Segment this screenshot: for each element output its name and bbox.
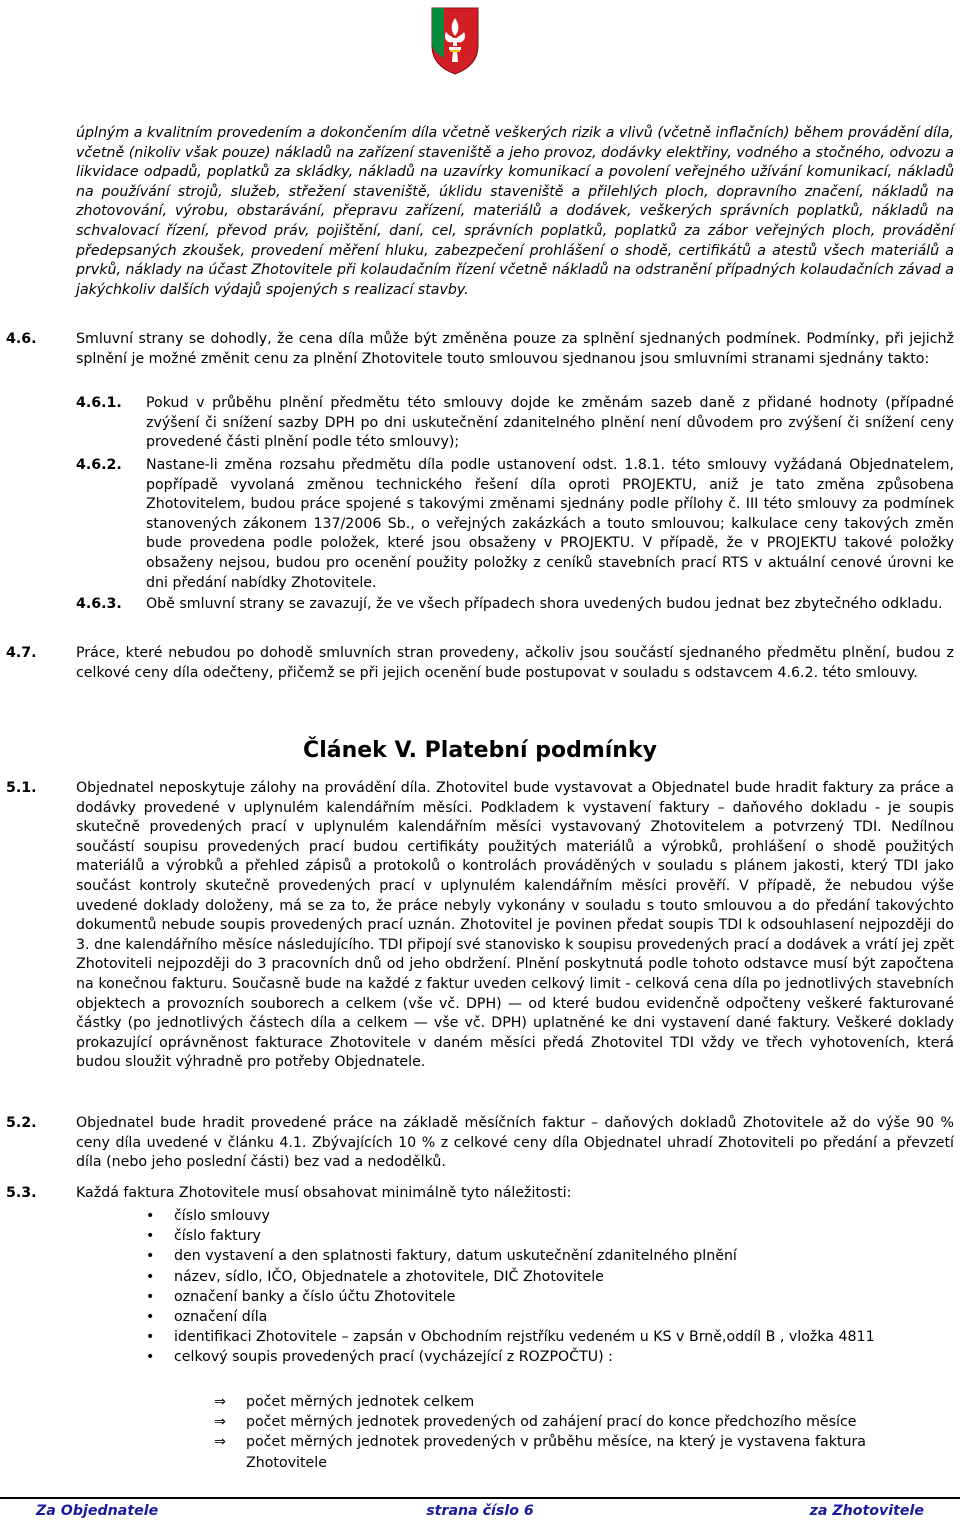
section-number-4-6-1: 4.6.1.: [76, 395, 122, 411]
section-5-3-text: Každá faktura Zhotovitele musí obsahovat minimálně tyto náležitosti:: [76, 1185, 572, 1201]
list-item: [146, 1246, 936, 1266]
section-number-5-2: 5.2.: [6, 1115, 37, 1131]
list-item: [146, 1287, 936, 1307]
bullet-icon: •: [146, 1329, 155, 1346]
list-item-text: označení díla: [174, 1309, 268, 1326]
arrow-right-icon: ⇒: [214, 1394, 226, 1410]
list-item-text: počet měrných jednotek provedených v průběhu měsíce, na který je vystavena faktura Zhotovitele: [246, 1434, 866, 1471]
list-item: [146, 1206, 936, 1226]
list-item: [146, 1327, 936, 1347]
section-4-6-2-text: Nastane-li změna rozsahu předmětu díla podle ustanovení odst. 1.8.1. této smlouvy vyžádaná Objednatelem, popřípadě vyvolaná změnou technického řešení díla oproti PROJEKTU, aniž je tato změna způsobena Zhotovitelem, budou práce spojené s takovými změnami sjednány podle přílohy č. III této smlouvy za podmínek stanovených zákonem 137/2006 Sb., o veřejných zakázkách a touto smlouvou; kalkulace ceny takových změn bude provedena podle položek, které jsou obsaženy v PROJEKTU. V případě, že v PROJEKTU takové položky obsaženy nejsou, budou pro ocenění použity položky z ceníků stavebních prací RTS v aktuální cenové úrovni ke dni předání nabídky Zhotovitele.: [146, 457, 954, 591]
arrow-right-icon: ⇒: [214, 1414, 226, 1431]
list-item-text: název, sídlo, IČO, Objednatele a zhotovitele, DIČ Zhotovitele: [174, 1268, 604, 1285]
section-4-6-text: Smluvní strany se dohodly, že cena díla může být změněna pouze za splnění sjednaných podmínek. Podmínky, při jejichž splnění je možné změnit cenu za plnění Zhotovitele touto smlouvou sjednanou jsou smluvními stranami sjednány takto:: [76, 331, 954, 367]
bullet-icon: •: [146, 1228, 155, 1245]
section-number-5-3: 5.3.: [6, 1185, 37, 1201]
work-summary-sublist: [214, 1392, 936, 1473]
arrow-right-icon: ⇒: [214, 1434, 226, 1451]
section-number-4-6-3: 4.6.3.: [76, 596, 122, 612]
section-4-6-1-text: Pokud v průběhu plnění předmětu této smlouvy dojde ke změnám sazeb daně z přidané hodnoty (případné zvýšení či snížení sazby DPH po dni uskutečnění zdanitelného plnění není důvodem pro zvýšení či snížení ceny provedené části plnění podle této smlouvy);: [146, 395, 954, 451]
bullet-icon: •: [146, 1248, 155, 1265]
section-number-5-1: 5.1.: [6, 780, 37, 796]
list-item: [146, 1347, 936, 1367]
bullet-icon: •: [146, 1349, 155, 1366]
list-item: [214, 1392, 936, 1412]
section-number-4-7: 4.7.: [6, 645, 37, 661]
footer-page-number: strana číslo 6: [426, 1503, 534, 1519]
list-item-text: číslo smlouvy: [174, 1208, 270, 1224]
section-4-7-text: Práce, které nebudou po dohodě smluvních stran provedeny, ačkoliv jsou součástí sjednaného předmětu plnění, budou z celkové ceny díla odečteny, přičemž se při jejich ocenění bude postupovat v souladu s odstavcem 4.6.2. této smlouvy.: [76, 645, 954, 681]
list-item-text: den vystavení a den splatnosti faktury, datum uskutečnění zdanitelného plnění: [174, 1248, 737, 1265]
section-number-4-6-2: 4.6.2.: [76, 457, 122, 473]
list-item-text: identifikaci Zhotovitele – zapsán v Obchodním rejstříku vedeném u KS v Brně,oddíl B , vložka 4811: [174, 1329, 875, 1346]
list-item: [214, 1412, 936, 1432]
invoice-requirements-list: [146, 1206, 936, 1368]
section-number-4-6: 4.6.: [6, 331, 37, 347]
list-item-text: počet měrných jednotek provedených od zahájení prací do konce předchozího měsíce: [246, 1414, 857, 1431]
section-4-6-3-text: Obě smluvní strany se zavazují, že ve všech případech shora uvedených budou jednat bez zbytečného odkladu.: [146, 596, 943, 612]
bullet-icon: •: [146, 1268, 155, 1285]
section-5-2-text: Objednatel bude hradit provedené práce na základě měsíčních faktur – daňových dokladů Zhotovitele až do výše 90 % ceny díla uvedené v článku 4.1. Zbývajících 10 % z celkové ceny díla Objednatel uhradí Zhotoviteli po předání a převzetí díla (nebo jeho poslední části) bez vad a nedodělků.: [76, 1115, 954, 1171]
bullet-icon: •: [146, 1288, 155, 1305]
list-item: [146, 1226, 936, 1246]
list-item-text: označení banky a číslo účtu Zhotovitele: [174, 1288, 456, 1305]
footer-right: za Zhotovitele: [809, 1503, 924, 1519]
intro-paragraph: úplným a kvalitním provedením a dokončením díla včetně veškerých rizik a vlivů (včetně inflačních) během provádění díla, včetně (nikoliv však pouze) nákladů na zařízení staveniště a jeho provoz, dodávky elektřiny, vodného a stočného, odvozu a likvidace odpadů, poplatků za skládky, nákladů na uzavírky komunikací a povolení veřejného užívání komunikací, nákladů na používání strojů, služeb, střežení staveniště, úklidu staveniště a přilehlých ploch, dopravního značení, nákladů na zhotovování, výrobu, obstarávání, přepravu zařízení, materiálů a dodávek, veškerých správních poplatků, nákladů na schvalovací řízení, převod práv, pojištění, daní, cel, správních poplatků, poplatků za zábor veřejných ploch, provádění předepsaných zkoušek, provedení měření hluku, zabezpečení prohlášení o shodě, certifikátů a atestů všech materiálů a prvků, náklady na účast Zhotovitele při kolaudačním řízení včetně nákladů na odstranění případných kolaudačních závad a jakýchkoliv dalších výdajů spojených s realizací stavby.: [76, 125, 954, 298]
municipal-coat-of-arms-icon: [430, 6, 480, 76]
footer-divider: [0, 1497, 960, 1499]
bullet-icon: •: [146, 1309, 155, 1326]
list-item-text: číslo faktury: [174, 1228, 261, 1245]
article-heading: Článek V. Platební podmínky: [303, 738, 657, 763]
list-item: [214, 1432, 936, 1472]
list-item: [146, 1267, 936, 1287]
section-5-1-text: Objednatel neposkytuje zálohy na provádění díla. Zhotovitel bude vystavovat a Objednatel bude hradit faktury za práce a dodávky provedené v uplynulém kalendářním měsíci. Podkladem k vystavení faktury – daňového dokladu - je soupis skutečně provedených prací v uplynulém kalendářním měsíci vystavovaný Zhotovitelem a potvrzený TDI. Nedílnou součástí soupisu provedených prací budou certifikáty použitých materiálů a výrobků, prohlášení o shodě použitých materiálů a výrobků a přehled zápisů a protokolů o kontrolách prováděných v souladu s plánem jakosti, který TDI jako součást kontroly skutečně provedených prací v uplynulém kalendářním měsíci prověří. V případě, že nebudou výše uvedené doklady doloženy, má se za to, že práce nebyly vykonány v souladu s touto smlouvou a do předání takovýchto dokumentů nebude soupis provedených prací uznán. Zhotovitel je povinen předat soupis TDI k odsouhlasení nejpozději do 3. dne kalendářního měsíce následujícího. TDI připojí své stanovisko k soupisu provedených prací a dodávek a vrátí jej zpět Zhotoviteli nejpozději do 3 pracovních dnů od jeho obdržení. Plnění poskytnutá podle tohoto odstavce musí být započtena na konečnou fakturu. Současně bude na každé z faktur uveden celkový limit - celková cena díla po jednotlivých stavebních objektech a provozních souborech a celkem (vše vč. DPH) — od které budou evidenčně odpočteny veškeré fakturované částky (po jednotlivých částech díla a celkem — vše vč. DPH) uplatněné ke dni vystavení dané faktury. Veškeré doklady prokazující oprávněnost fakturace Zhotovitele v daném měsíci předá Zhotovitel TDI vždy ve třech vyhotoveních, která budou sloužit výhradně pro potřeby Objednatele.: [76, 780, 954, 1071]
list-item: [146, 1307, 936, 1327]
list-item-text: počet měrných jednotek celkem: [246, 1394, 475, 1410]
footer-left: Za Objednatele: [36, 1503, 159, 1519]
list-item-text: celkový soupis provedených prací (vycházející z ROZPOČTU) :: [174, 1349, 613, 1366]
bullet-icon: •: [146, 1208, 155, 1224]
